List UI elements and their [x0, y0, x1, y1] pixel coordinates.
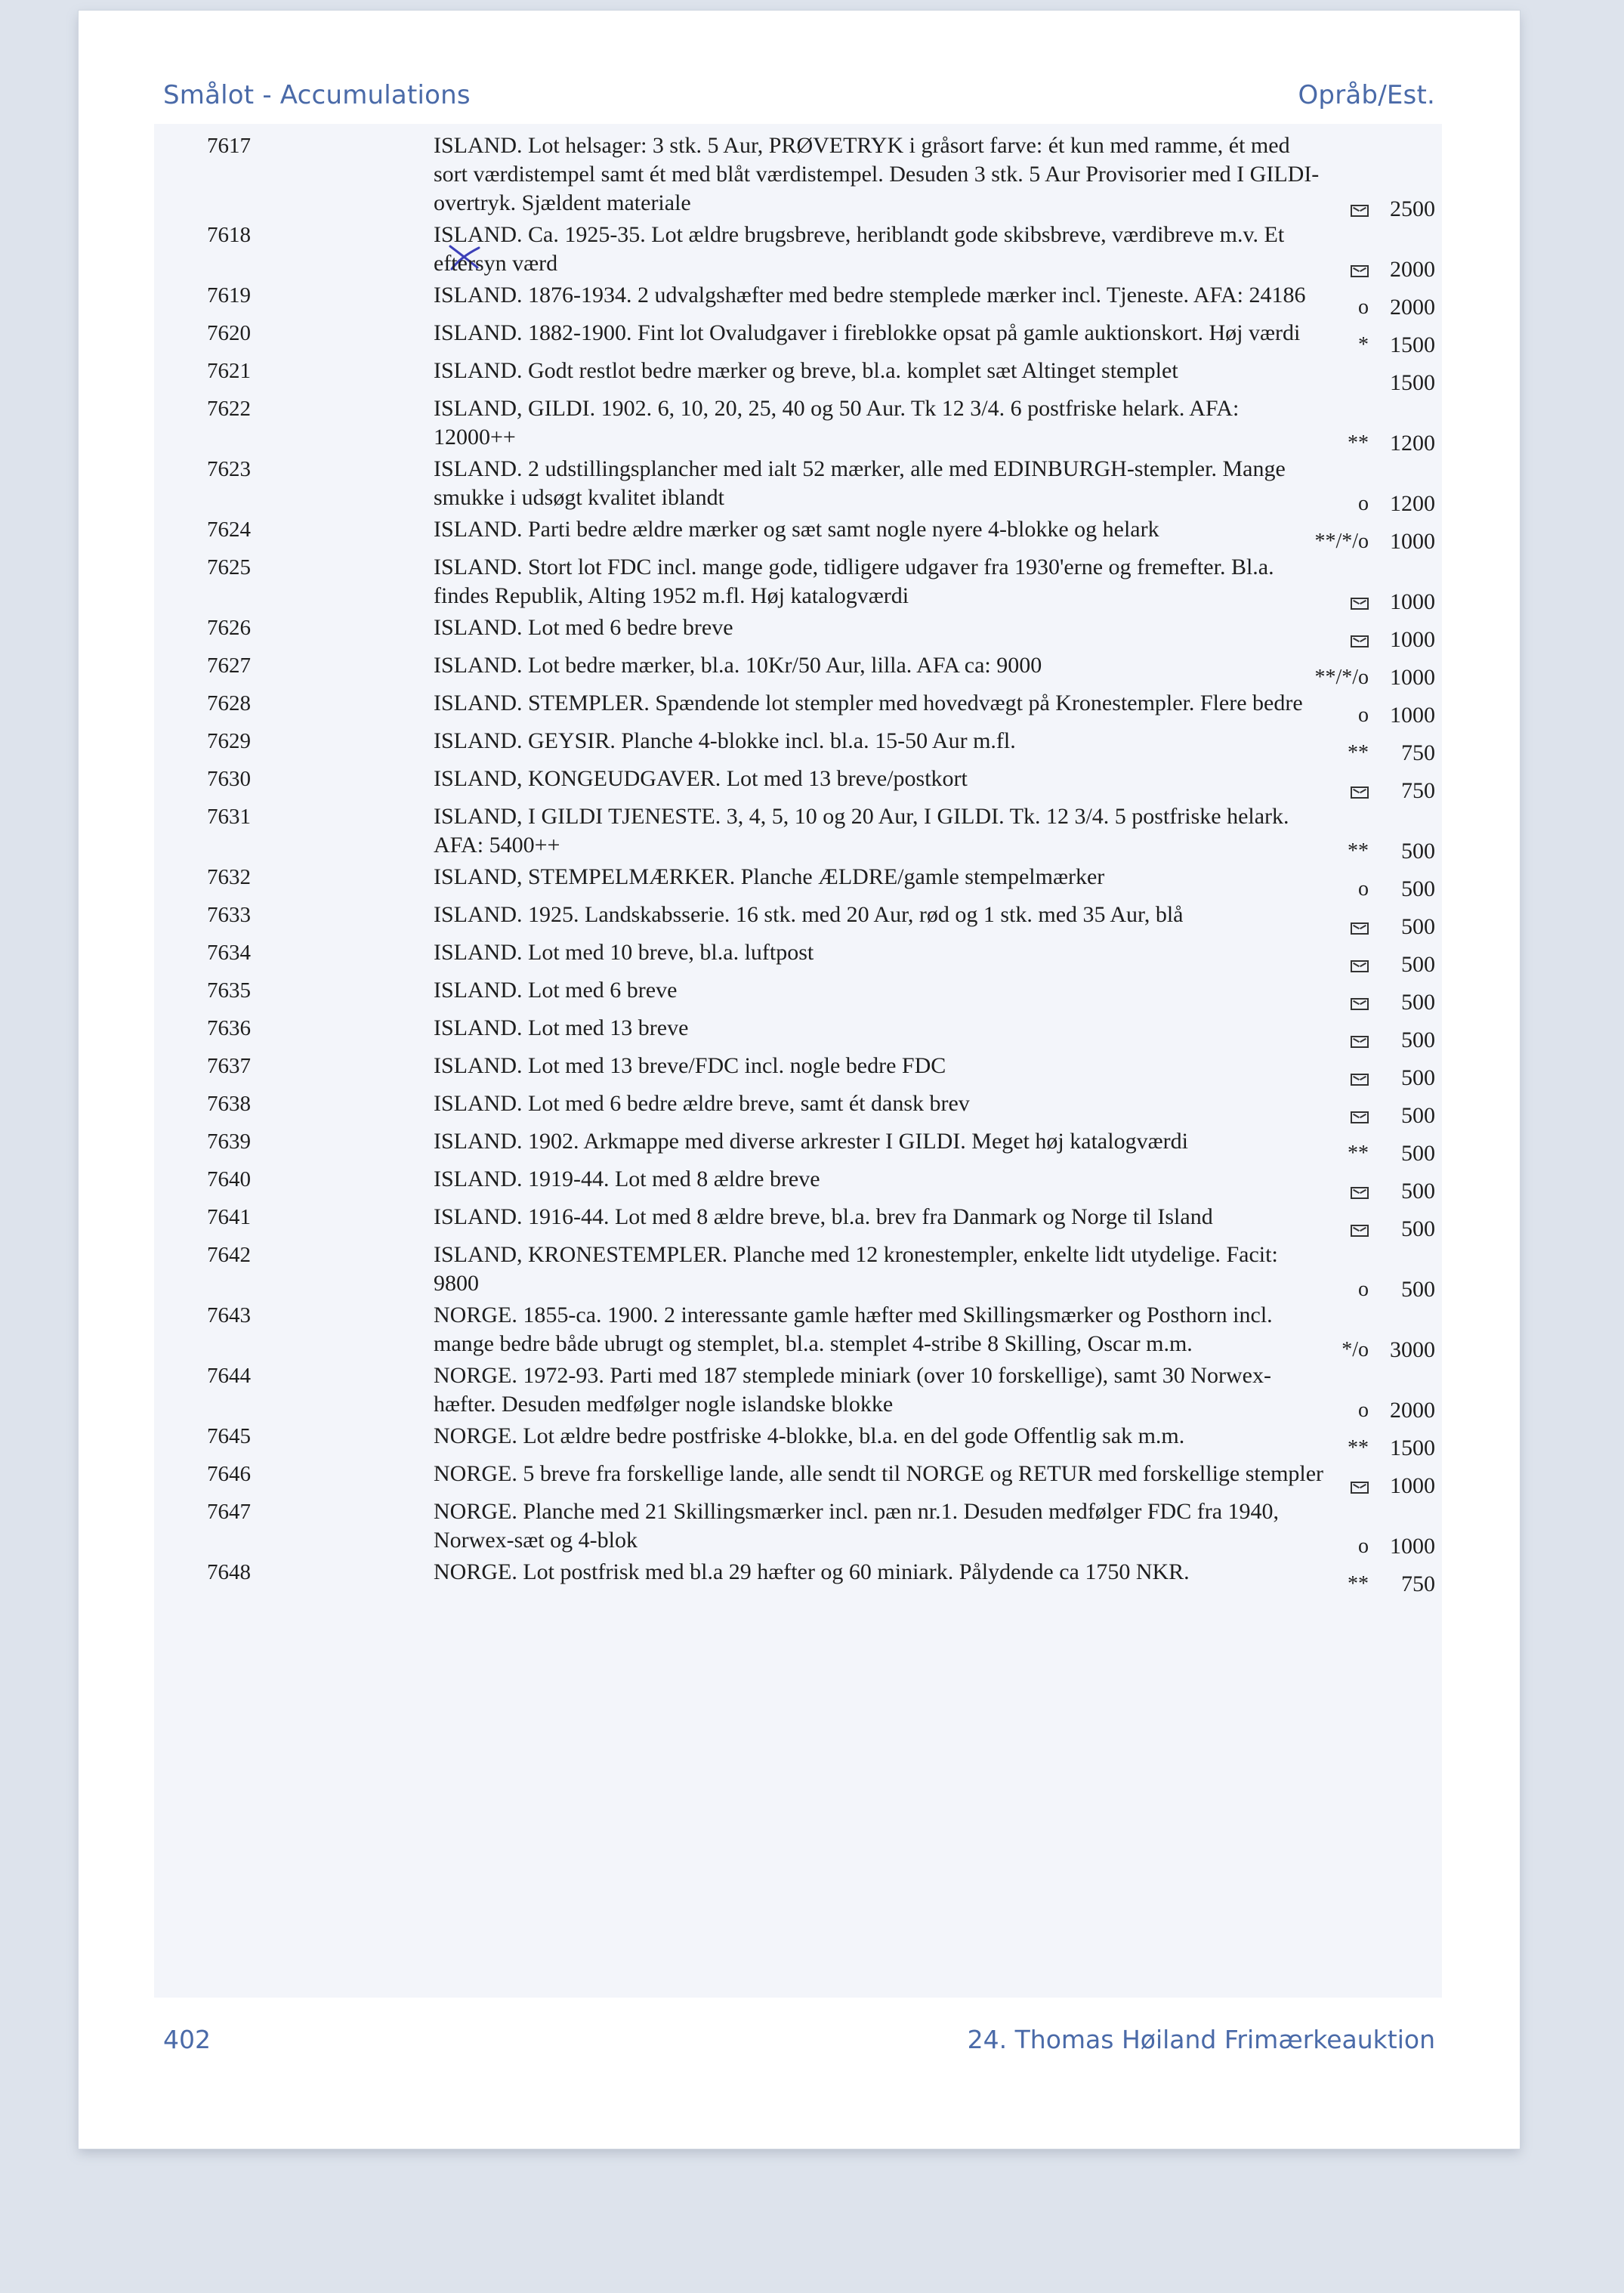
- lot-row: [79, 553, 1520, 614]
- lot-estimate: 1200: [1390, 491, 1435, 516]
- cover-envelope-icon: [1351, 950, 1369, 979]
- cover-envelope-icon: [1351, 1026, 1369, 1055]
- cover-envelope-icon: [1351, 588, 1369, 617]
- envelope-icon: [1351, 922, 1369, 935]
- lot-row: [79, 938, 1520, 977]
- lot-row: [79, 131, 1520, 221]
- lot-row: [79, 765, 1520, 803]
- lot-number: 7627: [207, 654, 251, 678]
- lot-number: 7648: [207, 1560, 251, 1584]
- lot-row: [79, 221, 1520, 282]
- lot-number: 7629: [207, 729, 251, 753]
- lot-description: NORGE. 1972-93. Parti med 187 stemplede miniark (over 10 forskellige), samt 30 Norwex-hæfter. Desuden medfølger nogle islandske blokke: [434, 1363, 1271, 1417]
- lot-row: [79, 1361, 1520, 1423]
- lot-number: 7638: [207, 1092, 251, 1116]
- lot-estimate: 500: [1401, 1065, 1435, 1090]
- lot-description: NORGE. Planche med 21 Skillingsmærker incl. pæn nr.1. Desuden medfølger FDC fra 1940, Norwex-sæt og 4-blok: [434, 1499, 1280, 1553]
- lot-estimate: 1000: [1390, 589, 1435, 614]
- lot-estimate: 1500: [1390, 332, 1435, 357]
- lot-number: 7617: [207, 134, 251, 158]
- lot-number: 7647: [207, 1500, 251, 1524]
- cover-envelope-icon: [1351, 1215, 1369, 1244]
- lot-row: [79, 901, 1520, 939]
- envelope-icon: [1351, 998, 1369, 1010]
- lot-estimate: 750: [1401, 1571, 1435, 1596]
- envelope-icon: [1351, 635, 1369, 647]
- lot-estimate: 500: [1401, 1028, 1435, 1052]
- lot-number: 7637: [207, 1054, 251, 1078]
- lot-row: [79, 1165, 1520, 1204]
- lot-number: 7620: [207, 321, 251, 345]
- lot-estimate: 2000: [1390, 295, 1435, 320]
- lot-estimate: 500: [1401, 1216, 1435, 1241]
- lot-estimate: 500: [1401, 839, 1435, 864]
- lot-condition: **: [1348, 741, 1369, 765]
- lot-row: [79, 802, 1520, 864]
- lot-estimate: 750: [1401, 778, 1435, 803]
- envelope-icon: [1351, 265, 1369, 277]
- lot-estimate: 500: [1401, 990, 1435, 1015]
- lot-description: NORGE. Lot ældre bedre postfriske 4-blokke, bl.a. en del gode Offentlig sak m.m.: [434, 1423, 1185, 1448]
- envelope-icon: [1351, 1482, 1369, 1494]
- lot-row: [79, 1052, 1520, 1090]
- lot-estimate: 1500: [1390, 370, 1435, 395]
- lot-estimate: 500: [1401, 876, 1435, 901]
- lot-description: ISLAND. Lot med 13 breve/FDC incl. nogle bedre FDC: [434, 1053, 946, 1078]
- page-number: 402: [163, 2025, 211, 2054]
- lot-estimate: 1000: [1390, 627, 1435, 652]
- lot-number: 7646: [207, 1462, 251, 1486]
- lot-estimate: 500: [1401, 1103, 1435, 1128]
- lot-description: ISLAND. Stort lot FDC incl. mange gode, tidligere udgaver fra 1930'erne og fremefter. Bl.a. findes Republik, Alting 1952 m.fl. Høj katalogværdi: [434, 555, 1274, 608]
- lot-row: [79, 1497, 1520, 1559]
- lot-row: [79, 689, 1520, 728]
- lot-number: 7628: [207, 691, 251, 715]
- lot-description: ISLAND. 1916-44. Lot med 8 ældre breve, bl.a. brev fra Danmark og Norge til Island: [434, 1204, 1213, 1229]
- envelope-icon: [1351, 1111, 1369, 1123]
- lot-description: ISLAND. Godt restlot bedre mærker og breve, bl.a. komplet sæt Altinget stemplet: [434, 358, 1178, 383]
- lot-estimate: 500: [1401, 1179, 1435, 1204]
- cover-envelope-icon: [1351, 255, 1369, 284]
- lot-number: 7636: [207, 1016, 251, 1040]
- cover-envelope-icon: [1351, 777, 1369, 805]
- lot-description: ISLAND. Lot helsager: 3 stk. 5 Aur, PRØVETRYK i gråsort farve: ét kun med ramme, ét med sort værdistempel samt ét med blåt værdistempel. Desuden 3 stk. 5 Aur Provisorier med I GILDI-overtryk. Sjældent materiale: [434, 133, 1320, 215]
- lot-estimate: 2000: [1390, 1398, 1435, 1423]
- lot-estimate: 500: [1401, 952, 1435, 977]
- envelope-icon: [1351, 1036, 1369, 1048]
- lot-description: ISLAND. Lot med 6 breve: [434, 978, 678, 1003]
- lot-estimate: 1000: [1390, 665, 1435, 690]
- lot-description: ISLAND, I GILDI TJENESTE. 3, 4, 5, 10 og 20 Aur, I GILDI. Tk. 12 3/4. 5 postfriske helark. AFA: 5400++: [434, 804, 1289, 858]
- lot-estimate: 750: [1401, 740, 1435, 765]
- lot-row: [79, 1460, 1520, 1498]
- lot-estimate: 500: [1401, 1141, 1435, 1166]
- lot-description: ISLAND. Lot med 6 bedre breve: [434, 615, 733, 640]
- lot-row: [79, 319, 1520, 357]
- envelope-icon: [1351, 1225, 1369, 1237]
- lot-row: [79, 281, 1520, 320]
- lot-number: 7631: [207, 805, 251, 829]
- lot-estimate: 1000: [1390, 1534, 1435, 1559]
- lot-row: [79, 1301, 1520, 1362]
- lot-condition: **/*/o: [1314, 666, 1369, 689]
- catalogue-page: [79, 11, 1520, 2149]
- lot-description: ISLAND. 1882-1900. Fint lot Ovaludgaver i fireblokke opsat på gamle auktionskort. Høj værdi: [434, 320, 1301, 345]
- lot-estimate: 1000: [1390, 703, 1435, 728]
- lot-description: NORGE. 5 breve fra forskellige lande, alle sendt til NORGE og RETUR med forskellige stempler: [434, 1461, 1324, 1486]
- cover-envelope-icon: [1351, 913, 1369, 941]
- envelope-icon: [1351, 786, 1369, 799]
- lot-description: NORGE. Lot postfrisk med bl.a 29 hæfter og 60 miniark. Pålydende ca 1750 NKR.: [434, 1559, 1190, 1584]
- lot-estimate: 3000: [1390, 1337, 1435, 1362]
- lot-description: ISLAND. Lot med 10 breve, bl.a. luftpost: [434, 940, 814, 965]
- envelope-icon: [1351, 205, 1369, 217]
- lot-estimate: 500: [1401, 914, 1435, 939]
- lot-row: [79, 1241, 1520, 1302]
- lot-condition: **/*/o: [1314, 530, 1369, 553]
- lot-number: 7625: [207, 555, 251, 579]
- lot-description: ISLAND. Lot med 6 bedre ældre breve, samt ét dansk brev: [434, 1091, 970, 1116]
- lot-number: 7644: [207, 1364, 251, 1388]
- cover-envelope-icon: [1351, 1064, 1369, 1092]
- lot-row: [79, 1203, 1520, 1241]
- lot-row: [79, 357, 1520, 395]
- lot-condition: o: [1358, 1398, 1369, 1422]
- lot-estimate: 500: [1401, 1277, 1435, 1302]
- lot-condition: **: [1348, 1436, 1369, 1460]
- lot-row: [79, 1558, 1520, 1596]
- lot-condition: */o: [1341, 1338, 1369, 1361]
- lot-description: ISLAND, STEMPELMÆRKER. Planche ÆLDRE/gamle stempelmærker: [434, 864, 1105, 889]
- lot-estimate: 2000: [1390, 257, 1435, 282]
- lot-condition: **: [1348, 1142, 1369, 1165]
- lot-estimate: 1200: [1390, 431, 1435, 456]
- lot-row: [79, 515, 1520, 554]
- lot-number: 7645: [207, 1424, 251, 1448]
- column-estimate-heading: Opråb/Est.: [1298, 80, 1435, 110]
- catalogue-name: 24. Thomas Høiland Frimærkeauktion: [967, 2025, 1435, 2054]
- cover-envelope-icon: [1351, 1177, 1369, 1206]
- lot-row: [79, 1014, 1520, 1052]
- lot-description: ISLAND. 1919-44. Lot med 8 ældre breve: [434, 1167, 820, 1191]
- lot-estimate: 1000: [1390, 1473, 1435, 1498]
- lot-number: 7642: [207, 1243, 251, 1267]
- lot-condition: o: [1358, 295, 1369, 319]
- lot-description: ISLAND. Parti bedre ældre mærker og sæt samt nogle nyere 4-blokke og helark: [434, 517, 1159, 542]
- lot-row: [79, 394, 1520, 456]
- lot-number: 7619: [207, 283, 251, 307]
- lot-number: 7641: [207, 1205, 251, 1229]
- lot-row: [79, 863, 1520, 901]
- lot-condition: o: [1358, 492, 1369, 515]
- lot-number: 7643: [207, 1303, 251, 1327]
- envelope-icon: [1351, 598, 1369, 610]
- cover-envelope-icon: [1351, 1472, 1369, 1500]
- lot-condition: o: [1358, 1534, 1369, 1558]
- section-title: Smålot - Accumulations: [163, 80, 471, 110]
- lot-condition: **: [1348, 839, 1369, 863]
- lot-number: 7640: [207, 1167, 251, 1191]
- lot-description: ISLAND, KONGEUDGAVER. Lot med 13 breve/postkort: [434, 766, 968, 791]
- lot-condition: o: [1358, 1278, 1369, 1301]
- cover-envelope-icon: [1351, 195, 1369, 224]
- envelope-icon: [1351, 960, 1369, 972]
- lot-row: [79, 1089, 1520, 1128]
- envelope-icon: [1351, 1187, 1369, 1199]
- lot-number: 7635: [207, 978, 251, 1003]
- lot-description: ISLAND. 1902. Arkmappe med diverse arkrester I GILDI. Meget høj katalogværdi: [434, 1129, 1188, 1154]
- lot-list: [79, 131, 1520, 1596]
- lot-estimate: 2500: [1390, 196, 1435, 221]
- lot-condition: o: [1358, 877, 1369, 901]
- lot-row: [79, 651, 1520, 690]
- envelope-icon: [1351, 1074, 1369, 1086]
- lot-description: ISLAND. GEYSIR. Planche 4-blokke incl. bl.a. 15-50 Aur m.fl.: [434, 728, 1016, 753]
- lot-condition: o: [1358, 703, 1369, 727]
- lot-number: 7621: [207, 359, 251, 383]
- lot-number: 7626: [207, 616, 251, 640]
- lot-condition: **: [1348, 1572, 1369, 1596]
- lot-row: [79, 455, 1520, 516]
- lot-description: ISLAND. Lot bedre mærker, bl.a. 10Kr/50 Aur, lilla. AFA ca: 9000: [434, 653, 1042, 678]
- lot-description: ISLAND, GILDI. 1902. 6, 10, 20, 25, 40 og 50 Aur. Tk 12 3/4. 6 postfriske helark. AFA: 12000++: [434, 396, 1240, 450]
- lot-number: 7618: [207, 223, 251, 247]
- lot-description: NORGE. 1855-ca. 1900. 2 interessante gamle hæfter med Skillingsmærker og Posthorn incl. mange bedre både ubrugt og stemplet, bl.a. stemplet 4-stribe 8 Skilling, Oscar m.m.: [434, 1303, 1273, 1356]
- lot-row: [79, 976, 1520, 1015]
- lot-estimate: 1000: [1390, 529, 1435, 554]
- lot-description: ISLAND. 1925. Landskabsserie. 16 stk. med 20 Aur, rød og 1 stk. med 35 Aur, blå: [434, 902, 1184, 927]
- lot-number: 7633: [207, 903, 251, 927]
- lot-row: [79, 1422, 1520, 1460]
- lot-number: 7623: [207, 457, 251, 481]
- lot-number: 7624: [207, 518, 251, 542]
- lot-number: 7630: [207, 767, 251, 791]
- lot-description: ISLAND, KRONESTEMPLER. Planche med 12 kronestempler, enkelte lidt utydelige. Facit: 9800: [434, 1242, 1278, 1296]
- lot-estimate: 1500: [1390, 1435, 1435, 1460]
- cover-envelope-icon: [1351, 988, 1369, 1017]
- cover-envelope-icon: [1351, 626, 1369, 654]
- lot-number: 7622: [207, 397, 251, 421]
- lot-number: 7634: [207, 941, 251, 965]
- lot-row: [79, 727, 1520, 765]
- lot-description: ISLAND. Lot med 13 breve: [434, 1015, 689, 1040]
- lot-row: [79, 613, 1520, 652]
- lot-condition: **: [1348, 431, 1369, 455]
- lot-description: ISLAND. 1876-1934. 2 udvalgshæfter med bedre stemplede mærker incl. Tjeneste. AFA: 24186: [434, 283, 1306, 307]
- lot-description: ISLAND. Ca. 1925-35. Lot ældre brugsbreve, heriblandt gode skibsbreve, værdibreve m.v. Et eftersyn værd: [434, 222, 1285, 276]
- lot-row: [79, 1127, 1520, 1166]
- cover-envelope-icon: [1351, 1102, 1369, 1130]
- lot-number: 7639: [207, 1130, 251, 1154]
- lot-description: ISLAND. 2 udstillingsplancher med ialt 52 mærker, alle med EDINBURGH-stempler. Mange smukke i udsøgt kvalitet iblandt: [434, 456, 1286, 510]
- lot-description: ISLAND. STEMPLER. Spændende lot stempler med hovedvægt på Kronestempler. Flere bedre: [434, 691, 1303, 715]
- lot-condition: *: [1358, 333, 1369, 357]
- lot-number: 7632: [207, 865, 251, 889]
